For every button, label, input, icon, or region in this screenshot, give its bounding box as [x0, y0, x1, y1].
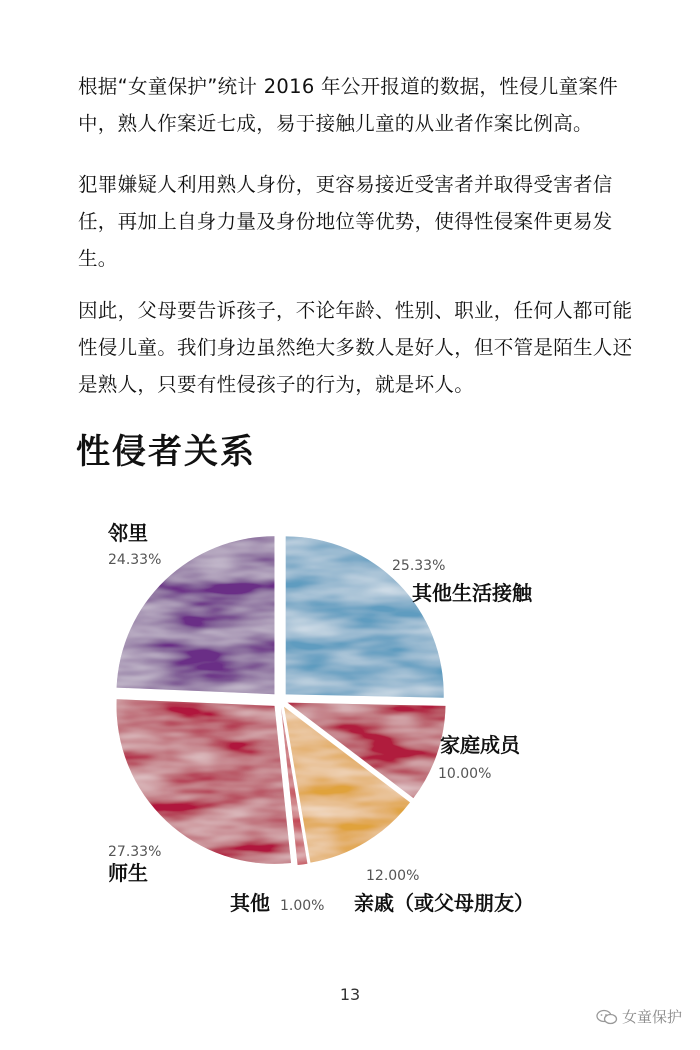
pie-slice — [117, 699, 292, 864]
watermark — [596, 1006, 682, 1027]
slice-label: 其他生活接触 — [412, 581, 532, 605]
slice-percent-label: 12.00% — [366, 868, 420, 884]
slice-percent-label: 27.33% — [108, 844, 162, 860]
slice-label: 师生 — [108, 861, 148, 885]
slice-percent-label: 24.33% — [108, 552, 162, 568]
section-title: 性侵者关系 — [76, 432, 256, 472]
intro-paragraph-1: 根据“女童保护”统计 2016 年公开报道的数据，性侵儿童案件中，熟人作案近七成，易于接触儿童的从业者作案比例高。 — [78, 75, 619, 135]
pie-chart — [0, 500, 700, 940]
intro-paragraph-2: 犯罪嫌疑人利用熟人身份，更容易接近受害者并取得受害者信任，再加上自身力量及身份地位等优势，使得性侵案件更易发生。 — [78, 173, 613, 270]
slice-label: 其他 — [230, 891, 270, 915]
slice-percent-label: 1.00% — [280, 898, 325, 914]
slice-label: 亲戚（或父母朋友） — [354, 891, 534, 915]
slice-percent-label: 10.00% — [438, 766, 492, 782]
slice-label: 邻里 — [108, 521, 148, 545]
intro-paragraph-3: 因此，父母要告诉孩子，不论年龄、性别、职业，任何人都可能性侵儿童。我们身边虽然绝大多数人是好人，但不管是陌生人还是熟人，只要有性侵孩子的行为，就是坏人。 — [78, 299, 633, 396]
slice-percent-label: 25.33% — [392, 558, 446, 574]
wechat-icon — [596, 1009, 618, 1025]
slice-label: 家庭成员 — [440, 733, 520, 757]
watermark-text: 女童保护 — [621, 1008, 682, 1026]
page-number: 13 — [339, 985, 361, 1004]
